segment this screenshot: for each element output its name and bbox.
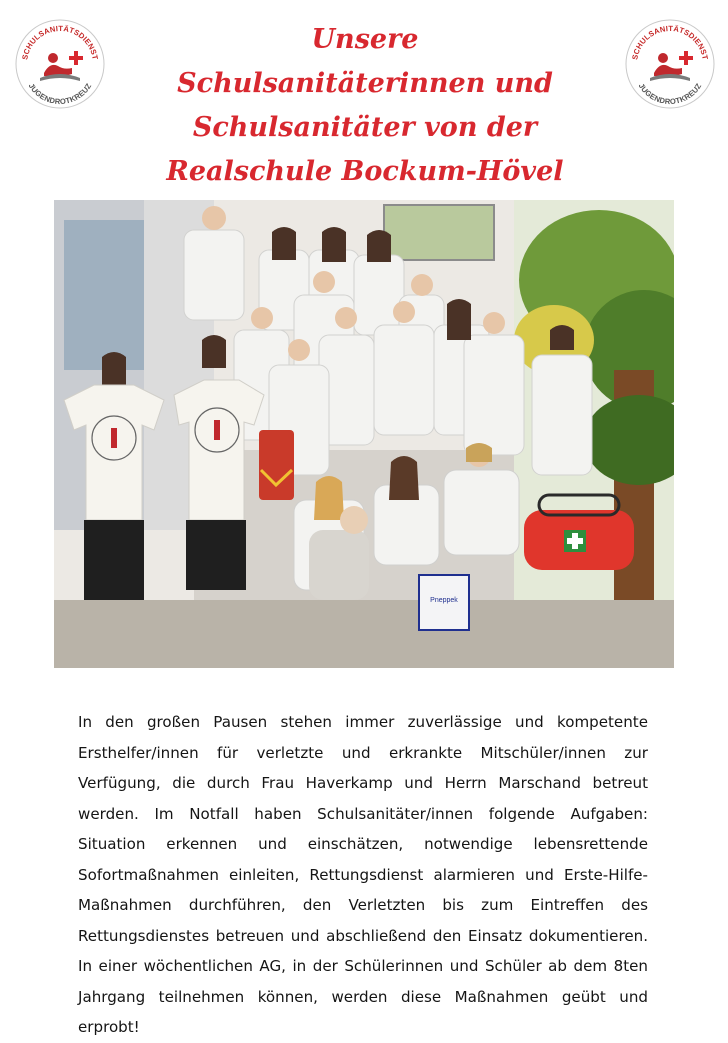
page-title [120, 18, 610, 194]
title-line-1: Unsere [311, 24, 419, 55]
title-line-2: Schulsanitäterinnen und [177, 68, 553, 99]
jrk-logo-right [624, 18, 716, 110]
group-photo [54, 200, 674, 668]
body-paragraph: In den großen Pausen stehen immer zuverlässige und kompetente Ersthelfer/innen für verletzte und erkrankte Mitschüler/innen zur Verfügung, die durch Frau Haverkamp und Herrn Marschand betreut werden. Im Notfall haben Schulsanitäter/innen folgende Aufgaben: Situation erkennen und einschätzen, notwendige lebensrettende Sofortmaßnahmen einleiten, Rettungsdienst alarmieren und Erste-Hilfe-Maßnahmen durchführen, den Verletzten bis zum Eintreffen des Rettungsdienstes betreuen und abschließend den Einsatz dokumentieren. In einer wöchentlichen AG, in der Schülerinnen und Schüler ab dem 8ten Jahrgang teilnehmen können, werden diese Maßnahmen geübt und erprobt! [78, 713, 648, 1036]
title-line-4: Realschule Bockum-Hövel [166, 156, 564, 187]
title-line-3: Schulsanitäter von der [192, 112, 538, 143]
logo-text-top: SCHULSANITÄTSDIENST [20, 23, 100, 61]
logo-text-bottom: JUGENDROTKREUZ [636, 81, 704, 107]
jrk-logo-left [14, 18, 106, 110]
logo-text-bottom: JUGENDROTKREUZ [26, 81, 94, 107]
logo-text-top: SCHULSANITÄTSDIENST [630, 23, 710, 61]
group-photo-illustration [54, 200, 674, 668]
cooler-box-label: Pneppek [430, 597, 458, 604]
